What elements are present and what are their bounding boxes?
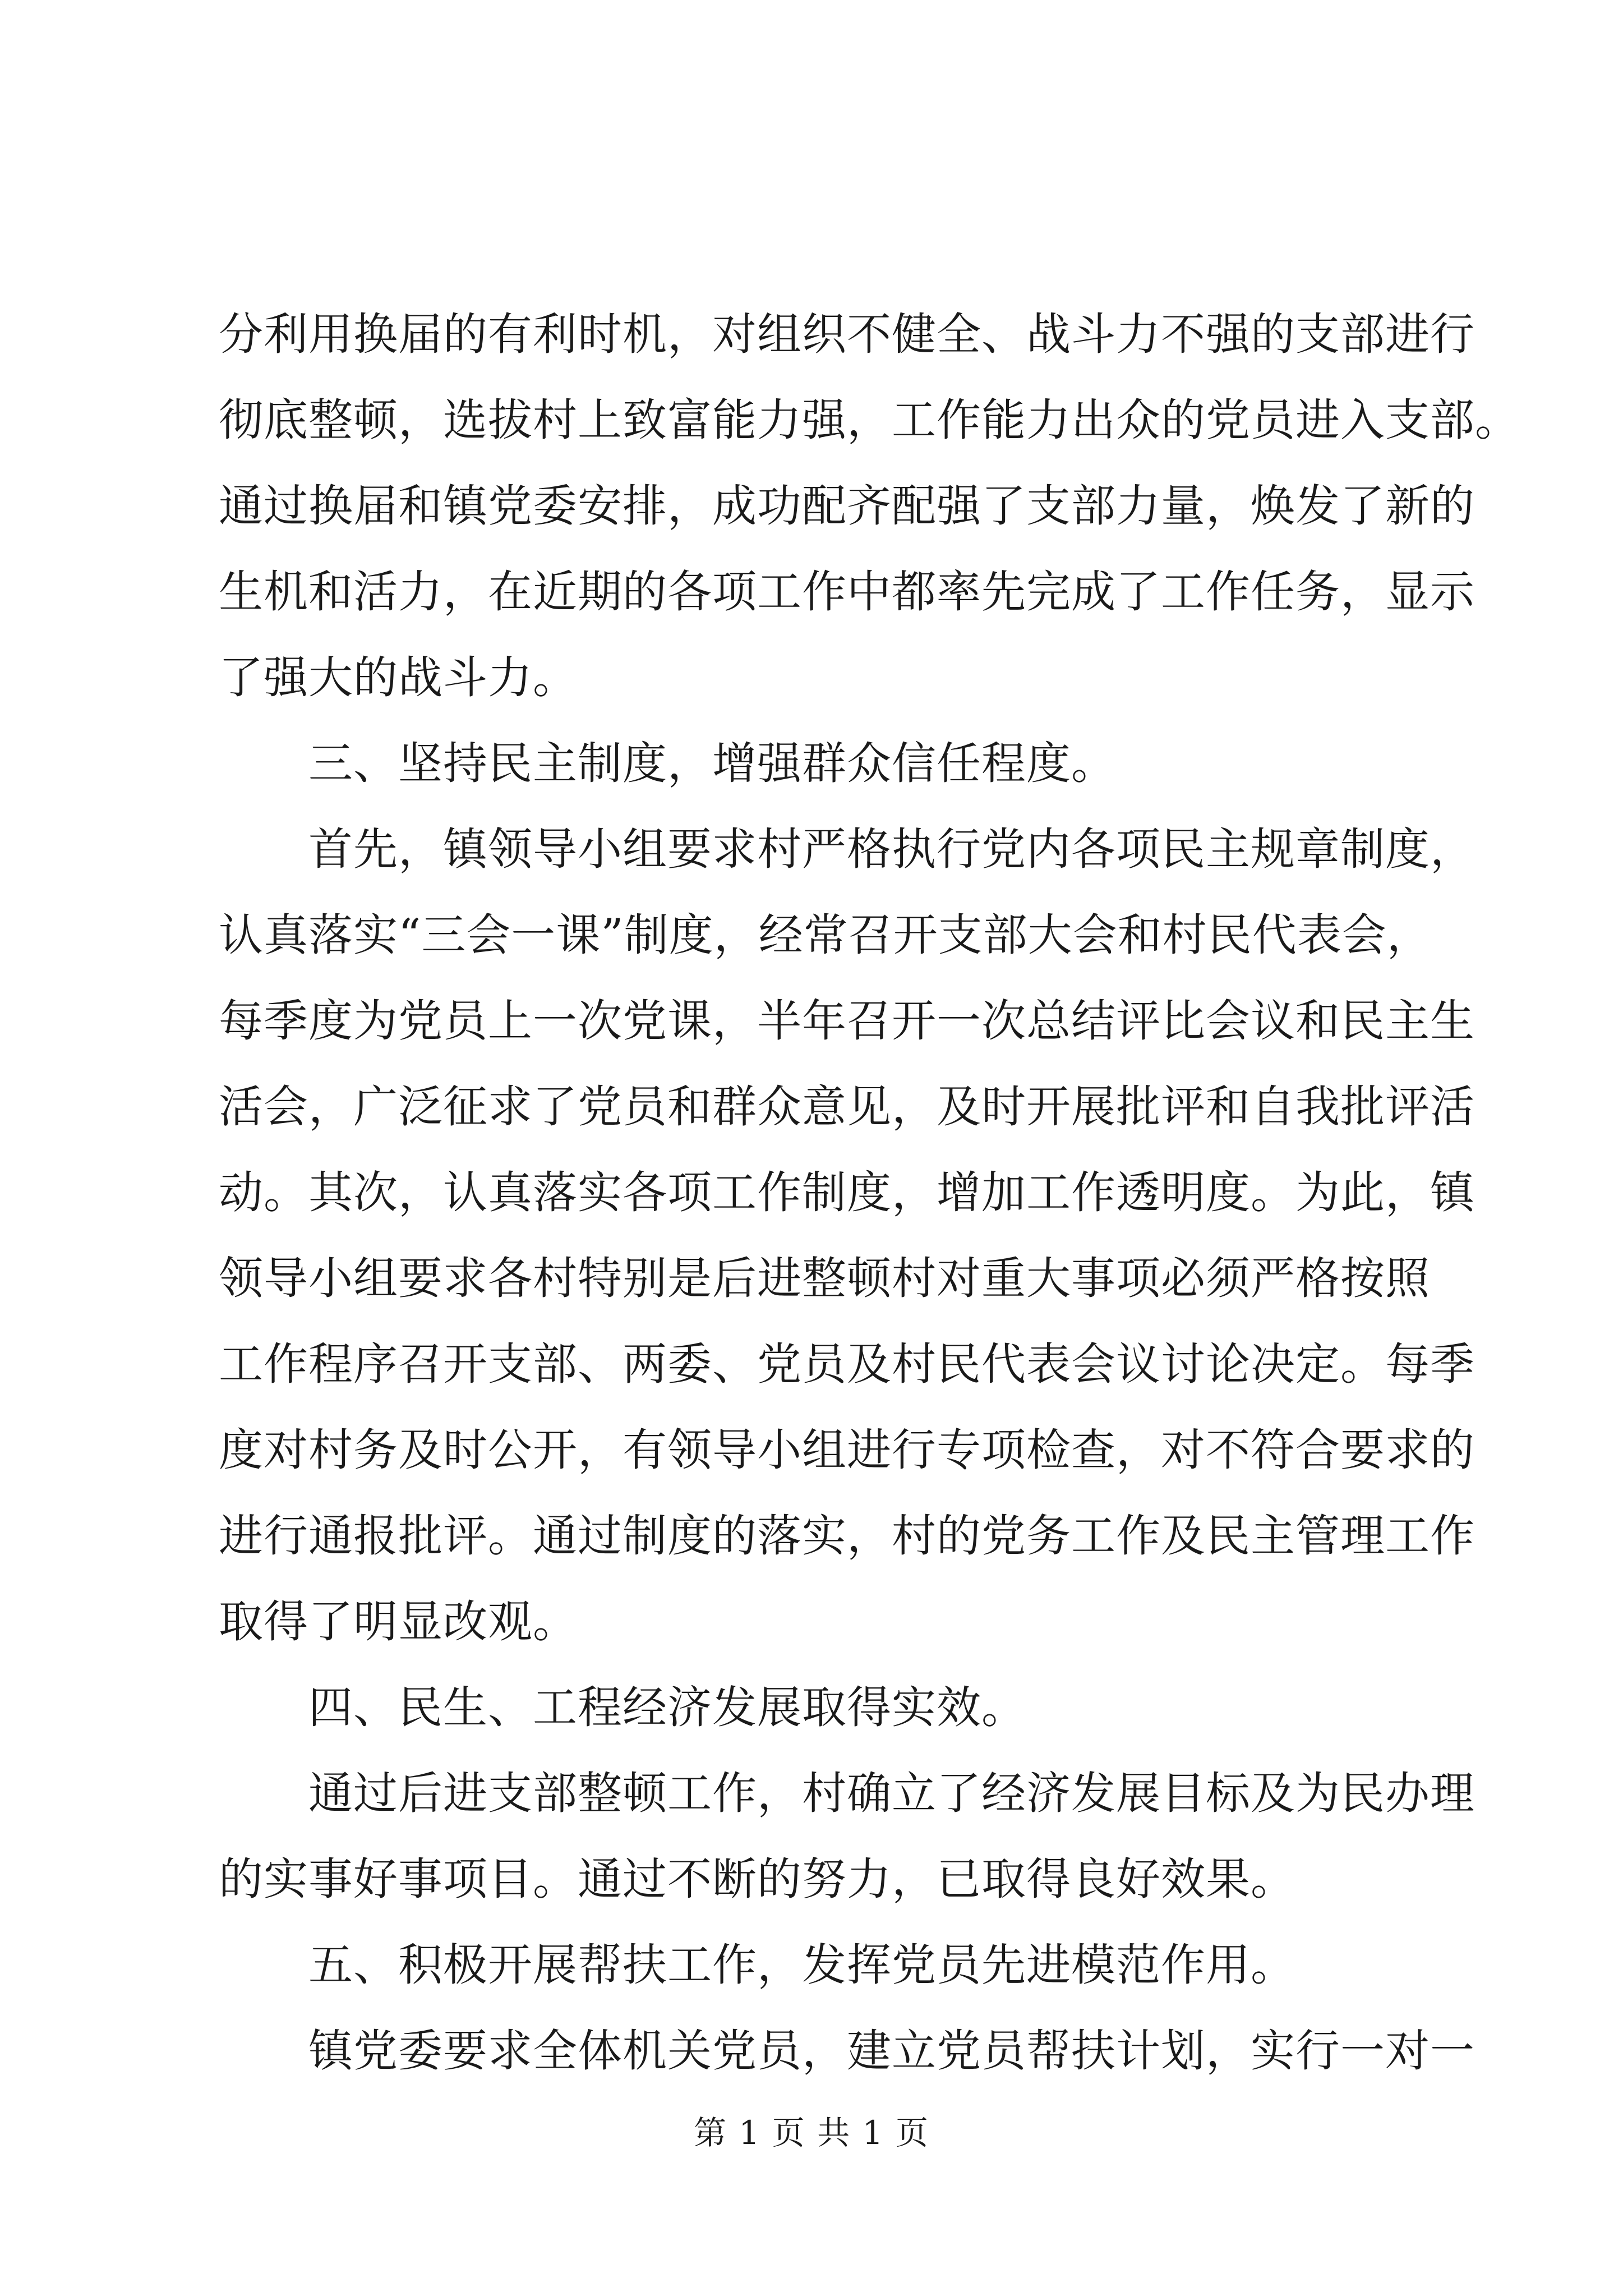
text-line: 进行通报批评。通过制度的落实，村的党务工作及民主管理工作: [219, 1510, 1475, 1562]
text-line: 生机和活力，在近期的各项工作中都率先完成了工作任务，显示: [219, 566, 1475, 618]
text-line: 通过后进支部整顿工作，村确立了经济发展目标及为民办理: [308, 1768, 1475, 1819]
text-line: 工作程序召开支部、两委、党员及村民代表会议讨论决定。每季: [219, 1338, 1475, 1390]
text-line: 认真落实“三会一课”制度，经常召开支部大会和村民代表会，: [219, 909, 1432, 961]
text-line: 的实事好事项目。通过不断的努力，已取得良好效果。: [219, 1853, 1295, 1905]
text-line: 动。其次，认真落实各项工作制度，增加工作透明度。为此，镇: [219, 1167, 1475, 1218]
page-number-footer: 第 1 页 共 1 页: [694, 2114, 929, 2152]
text-line: 每季度为党员上一次党课，半年召开一次总结评比会议和民主生: [219, 995, 1475, 1047]
text-line: 通过换届和镇党委安排，成功配齐配强了支部力量，焕发了新的: [219, 480, 1475, 532]
text-line: 领导小组要求各村特别是后进整顿村对重大事项必须严格按照: [219, 1253, 1430, 1304]
text-line: 了强大的战斗力。: [219, 652, 578, 703]
text-line: 彻底整顿，选拔村上致富能力强，工作能力出众的党员进入支部。: [219, 394, 1520, 446]
section-heading: 五、积极开展帮扶工作，发挥党员先进模范作用。: [308, 1939, 1295, 1991]
text-line: 取得了明显改观。: [219, 1596, 578, 1648]
section-heading: 四、民生、工程经济发展取得实效。: [308, 1682, 1026, 1733]
section-heading: 三、坚持民主制度，增强群众信任程度。: [308, 738, 1116, 789]
text-line: 首先，镇领导小组要求村严格执行党内各项民主规章制度，: [308, 823, 1475, 875]
text-line: 活会，广泛征求了党员和群众意见，及时开展批评和自我批评活: [219, 1081, 1475, 1133]
text-line: 镇党委要求全体机关党员，建立党员帮扶计划，实行一对一: [308, 2025, 1475, 2077]
text-line: 分利用换届的有利时机，对组织不健全、战斗力不强的支部进行: [219, 309, 1475, 360]
document-body: [219, 292, 1520, 2094]
text-line: 度对村务及时公开，有领导小组进行专项检查，对不符合要求的: [219, 1424, 1475, 1476]
